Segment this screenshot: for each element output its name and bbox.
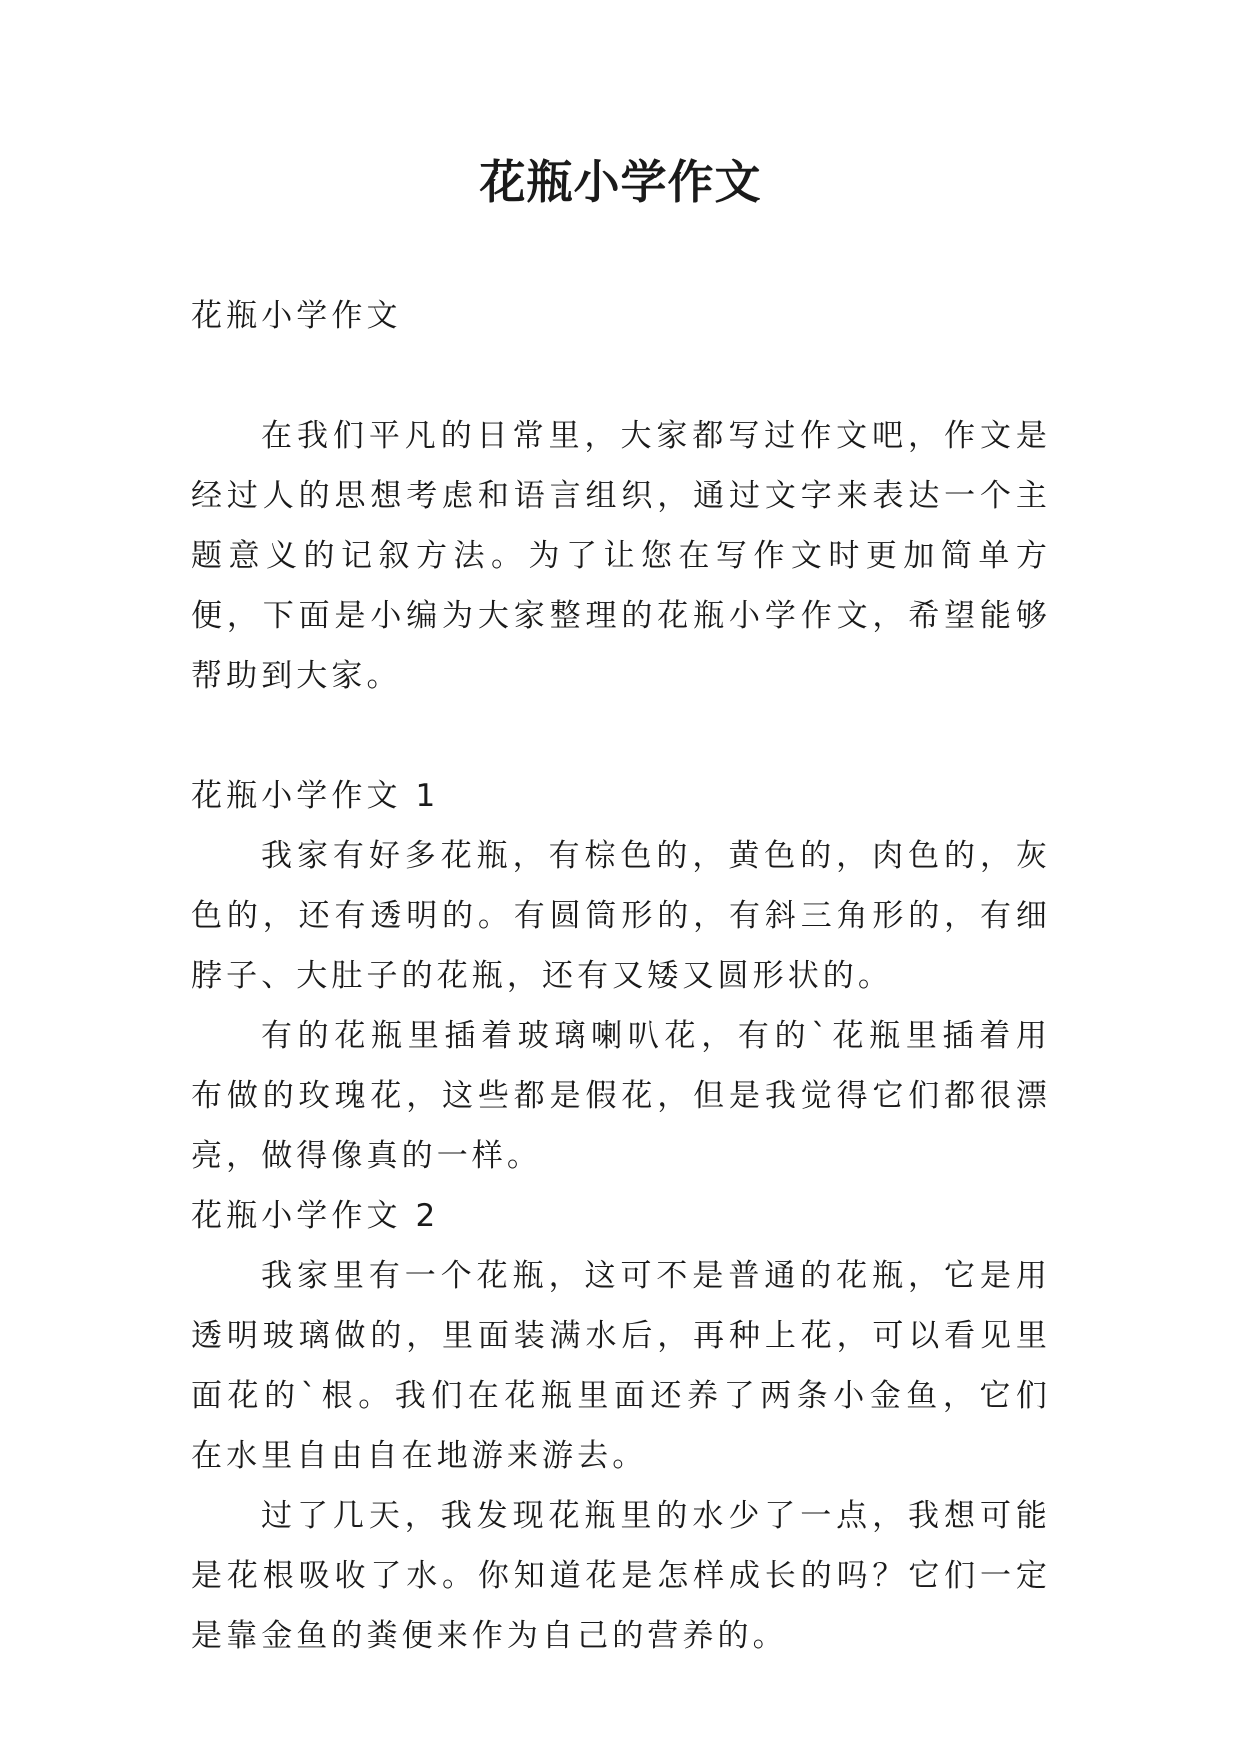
document-subtitle: 花瓶小学作文 bbox=[191, 298, 402, 334]
spacer bbox=[191, 706, 1051, 766]
section-2-paragraph-2: 过了几天，我发现花瓶里的水少了一点，我想可能是花根吸收了水。你知道花是怎样成长的吗？它们一定是靠金鱼的粪便来作为自己的营养的。 bbox=[191, 1498, 1051, 1654]
spacer bbox=[191, 346, 1051, 406]
section-1-paragraph-2: 有的花瓶里插着玻璃喇叭花，有的`花瓶里插着用布做的玫瑰花，这些都是假花，但是我觉得它们都很漂亮，做得像真的一样。 bbox=[191, 1018, 1051, 1174]
section-heading-1: 花瓶小学作文 1 bbox=[191, 778, 440, 814]
section-1-paragraph-1: 我家有好多花瓶，有棕色的，黄色的，肉色的，灰色的，还有透明的。有圆筒形的，有斜三角形的，有细脖子、大肚子的花瓶，还有又矮又圆形状的。 bbox=[191, 838, 1051, 994]
intro-paragraph: 在我们平凡的日常里，大家都写过作文吧，作文是经过人的思想考虑和语言组织，通过文字来表达一个主题意义的记叙方法。为了让您在写作文时更加简单方便，下面是小编为大家整理的花瓶小学作文，希望能够帮助到大家。 bbox=[191, 418, 1051, 694]
document-body bbox=[191, 286, 1051, 1666]
section-heading-2: 花瓶小学作文 2 bbox=[191, 1198, 440, 1234]
section-2-paragraph-1: 我家里有一个花瓶，这可不是普通的花瓶，它是用透明玻璃做的，里面装满水后，再种上花，可以看见里面花的`根。我们在花瓶里面还养了两条小金鱼，它们在水里自由自在地游来游去。 bbox=[191, 1258, 1051, 1474]
document-title: 花瓶小学作文 bbox=[479, 155, 762, 209]
